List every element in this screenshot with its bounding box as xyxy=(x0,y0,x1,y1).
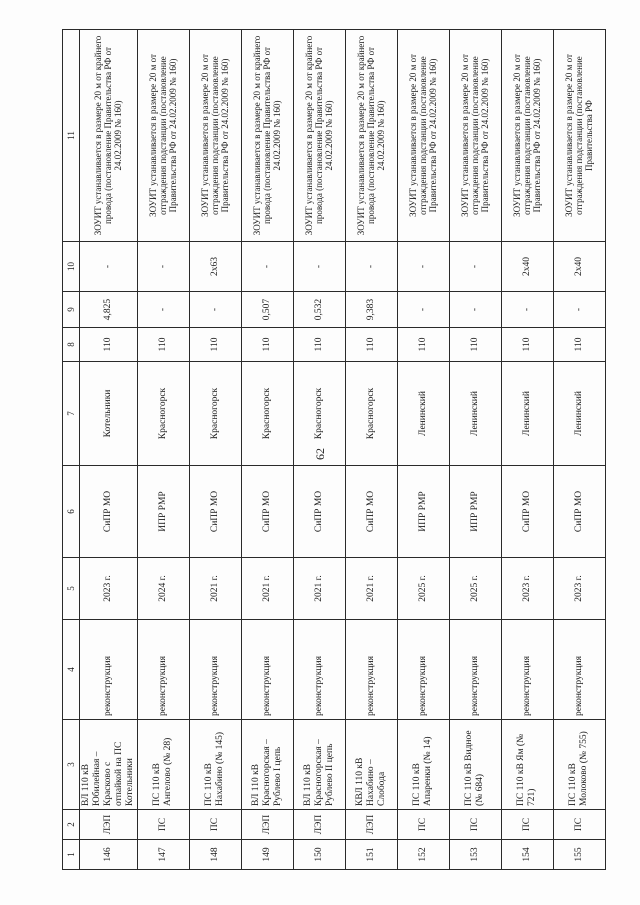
data-table xyxy=(62,29,606,870)
voltage-cell: 110 xyxy=(189,328,241,362)
object-name-cell: ПС 110 кВ Видное (№ 684) xyxy=(449,720,501,810)
table-row xyxy=(137,30,189,870)
table-row xyxy=(189,30,241,870)
row-number-cell: 146 xyxy=(80,840,138,870)
program-cell: СиПР МО xyxy=(501,466,553,558)
voltage-cell: 110 xyxy=(345,328,397,362)
capacity-cell: 2х40 xyxy=(553,242,605,292)
row-number-cell: 151 xyxy=(345,840,397,870)
capacity-cell: - xyxy=(397,242,449,292)
zone-note-cell: ЗОУИТ устанавливается в размере 20 м от крайнего провода (постановление Правительства РФ от 24.02.2009 № 160) xyxy=(345,30,397,242)
zone-note-cell: ЗОУИТ устанавливается в размере 20 м от крайнего провода (постановление Правительства РФ от 24.02.2009 № 160) xyxy=(241,30,293,242)
year-cell: 2021 г. xyxy=(189,558,241,620)
row-number-cell: 147 xyxy=(137,840,189,870)
column-number-cell: 9 xyxy=(63,292,80,328)
year-cell: 2025 г. xyxy=(397,558,449,620)
object-type-cell: ЛЭП xyxy=(241,810,293,840)
row-number-cell: 148 xyxy=(189,840,241,870)
length-cell: - xyxy=(501,292,553,328)
work-type-cell: реконструкция xyxy=(80,620,138,720)
zone-note-cell: ЗОУИТ устанавливается в размере 20 м от отграждения подстанции (постановление Правительства РФ от 24.02.2009 № 160) xyxy=(189,30,241,242)
row-number-cell: 155 xyxy=(553,840,605,870)
scan-edge-mark xyxy=(618,880,638,900)
voltage-cell: 110 xyxy=(80,328,138,362)
table-row xyxy=(241,30,293,870)
location-cell: Красногорск xyxy=(189,362,241,466)
voltage-cell: 110 xyxy=(449,328,501,362)
length-cell: - xyxy=(553,292,605,328)
table-row xyxy=(293,30,345,870)
object-name-cell: ПС 110 кВ Ям (№ 721) xyxy=(501,720,553,810)
row-number-cell: 152 xyxy=(397,840,449,870)
work-type-cell: реконструкция xyxy=(449,620,501,720)
column-number-cell: 3 xyxy=(63,720,80,810)
page-number: 62 xyxy=(313,448,327,460)
work-type-cell: реконструкция xyxy=(241,620,293,720)
capacity-cell: - xyxy=(80,242,138,292)
table-row xyxy=(449,30,501,870)
length-cell: - xyxy=(189,292,241,328)
object-type-cell: ЛЭП xyxy=(293,810,345,840)
location-cell: Ленинский xyxy=(449,362,501,466)
zone-note-cell: ЗОУИТ устанавливается в размере 20 м от отграждения подстанции (постановление Правительства РФ от 24.02.2009 № 160) xyxy=(449,30,501,242)
object-name-cell: ВЛ 110 кВ Красногорская – Рублево I цепь xyxy=(241,720,293,810)
year-cell: 2021 г. xyxy=(345,558,397,620)
program-cell: СиПР МО xyxy=(80,466,138,558)
object-type-cell: ПС xyxy=(449,810,501,840)
length-cell: - xyxy=(137,292,189,328)
program-cell: ИПР РМР xyxy=(397,466,449,558)
table-row xyxy=(397,30,449,870)
object-name-cell: ПС 110 кВ Апаренки (№ 14) xyxy=(397,720,449,810)
column-number-row xyxy=(63,30,80,870)
zone-note-cell: ЗОУИТ устанавливается в размере 20 м от отграждения подстанции (постановление Правительства РФ от 24.02.2009 № 160) xyxy=(137,30,189,242)
column-number-cell: 1 xyxy=(63,840,80,870)
capacity-cell: - xyxy=(345,242,397,292)
year-cell: 2023 г. xyxy=(501,558,553,620)
table-container xyxy=(62,30,595,870)
year-cell: 2023 г. xyxy=(553,558,605,620)
program-cell: СиПР МО xyxy=(293,466,345,558)
object-name-cell: ПС 110 кВ Ангелово (№ 28) xyxy=(137,720,189,810)
object-type-cell: ПС xyxy=(189,810,241,840)
column-number-cell: 11 xyxy=(63,30,80,242)
row-number-cell: 153 xyxy=(449,840,501,870)
object-name-cell: ВЛ 110 кВ Юбилейная – Красково с отпайкой на ПС Котельники xyxy=(80,720,138,810)
program-cell: ИПР РМР xyxy=(449,466,501,558)
work-type-cell: реконструкция xyxy=(397,620,449,720)
row-number-cell: 150 xyxy=(293,840,345,870)
year-cell: 2023 г. xyxy=(80,558,138,620)
zone-note-cell: ЗОУИТ устанавливается в размере 20 м от отграждения подстанции (постановление Правительства РФ от 24.02.2009 № 160) xyxy=(501,30,553,242)
capacity-cell: 2х40 xyxy=(501,242,553,292)
row-number-cell: 149 xyxy=(241,840,293,870)
column-number-cell: 2 xyxy=(63,810,80,840)
program-cell: СиПР МО xyxy=(189,466,241,558)
table-row xyxy=(80,30,138,870)
table-row xyxy=(501,30,553,870)
table-row xyxy=(345,30,397,870)
voltage-cell: 110 xyxy=(137,328,189,362)
voltage-cell: 110 xyxy=(293,328,345,362)
work-type-cell: реконструкция xyxy=(189,620,241,720)
column-number-cell: 8 xyxy=(63,328,80,362)
row-number-cell: 154 xyxy=(501,840,553,870)
object-type-cell: ЛЭП xyxy=(345,810,397,840)
length-cell: - xyxy=(449,292,501,328)
column-number-cell: 5 xyxy=(63,558,80,620)
object-name-cell: КВЛ 110 кВ Нахабино – Слобода xyxy=(345,720,397,810)
location-cell: Ленинский xyxy=(501,362,553,466)
object-name-cell: ПС 110 кВ Нахабино (№ 145) xyxy=(189,720,241,810)
voltage-cell: 110 xyxy=(501,328,553,362)
work-type-cell: реконструкция xyxy=(501,620,553,720)
location-cell: Ленинский xyxy=(397,362,449,466)
column-number-cell: 7 xyxy=(63,362,80,466)
object-type-cell: ПС xyxy=(501,810,553,840)
location-cell: Котельники xyxy=(80,362,138,466)
object-name-cell: ВЛ 110 кВ Красногорская – Рублево II цепь xyxy=(293,720,345,810)
work-type-cell: реконструкция xyxy=(293,620,345,720)
zone-note-cell: ЗОУИТ устанавливается в размере 20 м от отграждения подстанции (постановление Правительства РФ от 24.02.2009 № 160) xyxy=(397,30,449,242)
length-cell: - xyxy=(397,292,449,328)
object-type-cell: ЛЭП xyxy=(80,810,138,840)
location-cell: Красногорск xyxy=(293,362,345,466)
capacity-cell: - xyxy=(293,242,345,292)
capacity-cell: - xyxy=(449,242,501,292)
length-cell: 4,825 xyxy=(80,292,138,328)
capacity-cell: - xyxy=(137,242,189,292)
year-cell: 2021 г. xyxy=(241,558,293,620)
voltage-cell: 110 xyxy=(397,328,449,362)
work-type-cell: реконструкция xyxy=(553,620,605,720)
object-type-cell: ПС xyxy=(137,810,189,840)
year-cell: 2024 г. xyxy=(137,558,189,620)
voltage-cell: 110 xyxy=(553,328,605,362)
year-cell: 2025 г. xyxy=(449,558,501,620)
length-cell: 9,383 xyxy=(345,292,397,328)
capacity-cell: 2х63 xyxy=(189,242,241,292)
length-cell: 0,532 xyxy=(293,292,345,328)
table-body xyxy=(63,30,606,870)
location-cell: Красногорск xyxy=(345,362,397,466)
work-type-cell: реконструкция xyxy=(345,620,397,720)
voltage-cell: 110 xyxy=(241,328,293,362)
program-cell: СиПР МО xyxy=(553,466,605,558)
column-number-cell: 10 xyxy=(63,242,80,292)
capacity-cell: - xyxy=(241,242,293,292)
location-cell: Ленинский xyxy=(553,362,605,466)
length-cell: 0,507 xyxy=(241,292,293,328)
zone-note-cell: ЗОУИТ устанавливается в размере 20 м от крайнего провода (постановление Правительства РФ от 24.02.2009 № 160) xyxy=(80,30,138,242)
location-cell: Красногорск xyxy=(241,362,293,466)
work-type-cell: реконструкция xyxy=(137,620,189,720)
program-cell: СиПР МО xyxy=(345,466,397,558)
zone-note-cell: ЗОУИТ устанавливается в размере 20 м от отграждения подстанции (постановление Правительства РФ xyxy=(553,30,605,242)
column-number-cell: 4 xyxy=(63,620,80,720)
location-cell: Красногорск xyxy=(137,362,189,466)
column-number-cell: 6 xyxy=(63,466,80,558)
program-cell: СиПР МО xyxy=(241,466,293,558)
table-row xyxy=(553,30,605,870)
zone-note-cell: ЗОУИТ устанавливается в размере 20 м от крайнего провода (постановление Правительства РФ от 24.02.2009 № 160) xyxy=(293,30,345,242)
year-cell: 2021 г. xyxy=(293,558,345,620)
object-type-cell: ПС xyxy=(397,810,449,840)
object-type-cell: ПС xyxy=(553,810,605,840)
object-name-cell: ПС 110 кВ Молоково (№ 755) xyxy=(553,720,605,810)
program-cell: ИПР РМР xyxy=(137,466,189,558)
